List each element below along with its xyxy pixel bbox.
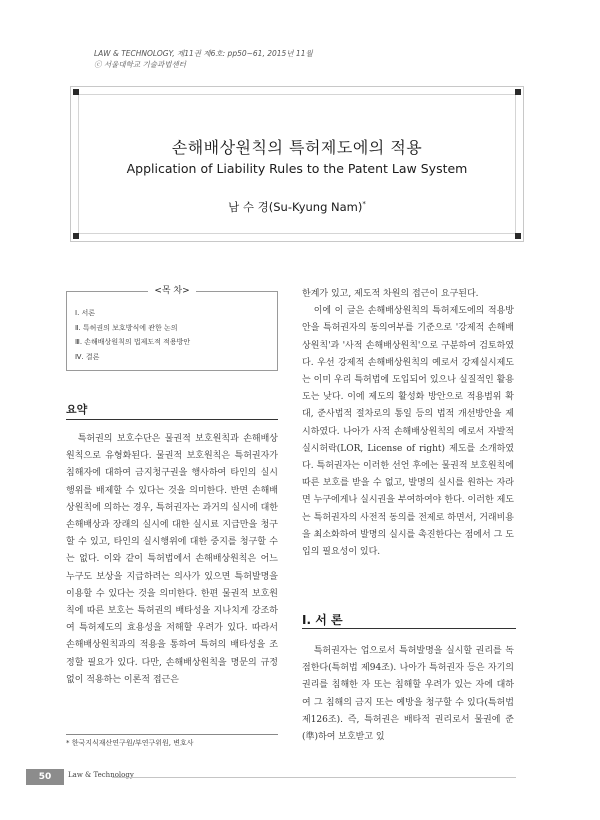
abstract-heading: 요약	[66, 403, 88, 416]
toc-list	[75, 306, 190, 364]
corner-square-icon	[73, 233, 79, 239]
abstract-divider	[66, 419, 278, 420]
section-body	[302, 643, 514, 746]
abstract-paragraph-cont: 한계가 있고, 제도적 차원의 접근이 요구된다.	[302, 289, 479, 299]
abstract-continuation	[302, 286, 514, 561]
footnote-divider	[66, 734, 278, 735]
title-box	[70, 86, 524, 242]
toc-title: <목 차>	[148, 286, 195, 296]
section-heading: Ⅰ. 서 론	[302, 613, 343, 627]
footer-divider	[112, 777, 516, 778]
journal-info	[94, 48, 313, 70]
corner-square-icon	[73, 89, 79, 95]
footnote: * 한국지식재산연구원/부연구위원, 변호사	[66, 739, 194, 747]
journal-copyright: ⓒ 서울대학교 기술과법센터	[94, 60, 186, 69]
author-line	[71, 199, 523, 215]
author-name: 남 수 경(Su-Kyung Nam)	[228, 200, 363, 214]
footer-journal-label: Law & Technology	[68, 771, 134, 779]
section-paragraph: 특허권자는 업으로서 특허발명을 실시할 권리를 독점한다(특허법 제94조). 나아가 특허권자 등은 자기의 권리를 침해한 자 또는 침해할 우려가 있는 자에 대하여 그 침해의 금지 또는 예방을 청구할 수 있다(특허법 제126조). 즉, 특허권은 배타적 권리로서 물권에 준(準)하여 보호받고 있	[302, 646, 514, 743]
author-footnote-mark: *	[362, 200, 366, 209]
toc-item: Ⅰ. 서론	[75, 309, 96, 317]
corner-square-icon	[515, 233, 521, 239]
toc-item: Ⅲ. 손해배상원칙의 법제도적 적용방안	[75, 338, 191, 346]
abstract-paragraph: 특허권의 보호수단은 물권적 보호원칙과 손해배상원칙으로 유형화된다. 물권적 보호원칙은 특허권자가 침해자에 대하여 금지청구권을 행사하여 타인의 실시행위를 배제할 수 있다는 것을 의미한다. 반면 손해배상원칙에 의하는 경우, 특허권자는 과거의 실시에 대한 손해배상과 장래의 실시에 대한 실시료 지급만을 청구할 수 있고, 타인의 실시행위에 대한 중지를 청구할 수는 없다. 이와 같이 특허법에서 손해배상원칙은 어느 누구도 보상을 지급하려는 의사가 있으면 특허발명을 이용할 수 있다는 것을 의미한다. 한편 물권적 보호원칙에 따른 보호는 특허권의 배타성을 지나치게 강조하여 특허제도의 효용성을 저해할 우려가 있다. 따라서 손해배상원칙과의 적용을 통하여 특허의 배타성을 조정할 필요가 있다. 다만, 손해배상원칙을 명문의 규정 없이 적용하는 이론적 접근은	[66, 434, 278, 685]
title-korean: 손해배상원칙의 특허제도에의 적용	[171, 138, 423, 157]
abstract-paragraph: 이에 이 글은 손해배상원칙의 특허제도에의 적용방안을 특허권자의 동의여부를 기준으로 '강제적 손해배상원칙'과 '사적 손해배상원칙'으로 구분하여 검토하였다. 우선 강제적 손해배상원칙의 예로서 강제실시제도는 이미 우리 특허법에 도입되어 있으나 실질적인 활용도는 낮다. 이에 제도의 활성화 방안으로 적용범위 확대, 준사법적 절차로의 통일 등의 법적 개선방안을 제시하였다. 나아가 사적 손해배상원칙의 예로서 자발적 실시허락(LOR, License of right) 제도를 소개하였다. 특허권자는 이러한 선언 후에는 물권적 보호원칙에 따른 보호를 받을 수 없고, 발명의 실시를 원하는 자라면 누구에게나 실시권을 부여하여야 한다. 이러한 제도는 특허권자의 사전적 동의를 전제로 하면서, 거래비용을 최소화하여 발명의 실시를 촉진한다는 점에서 그 도입의 필요성이 있다.	[302, 306, 514, 558]
table-of-contents	[66, 286, 278, 371]
page-number: 50	[26, 769, 64, 785]
toc-item: Ⅳ. 결론	[75, 352, 100, 361]
section-divider	[302, 628, 516, 629]
abstract-body	[66, 431, 278, 689]
journal-citation: LAW & TECHNOLOGY, 제11권 제6호: pp50~61, 2015년 11월	[94, 49, 313, 58]
corner-square-icon	[515, 89, 521, 95]
title-english: Application of Liability Rules to the Patent Law System	[126, 161, 468, 176]
toc-item: Ⅱ. 특허권의 보호방식에 관한 논의	[75, 323, 178, 332]
